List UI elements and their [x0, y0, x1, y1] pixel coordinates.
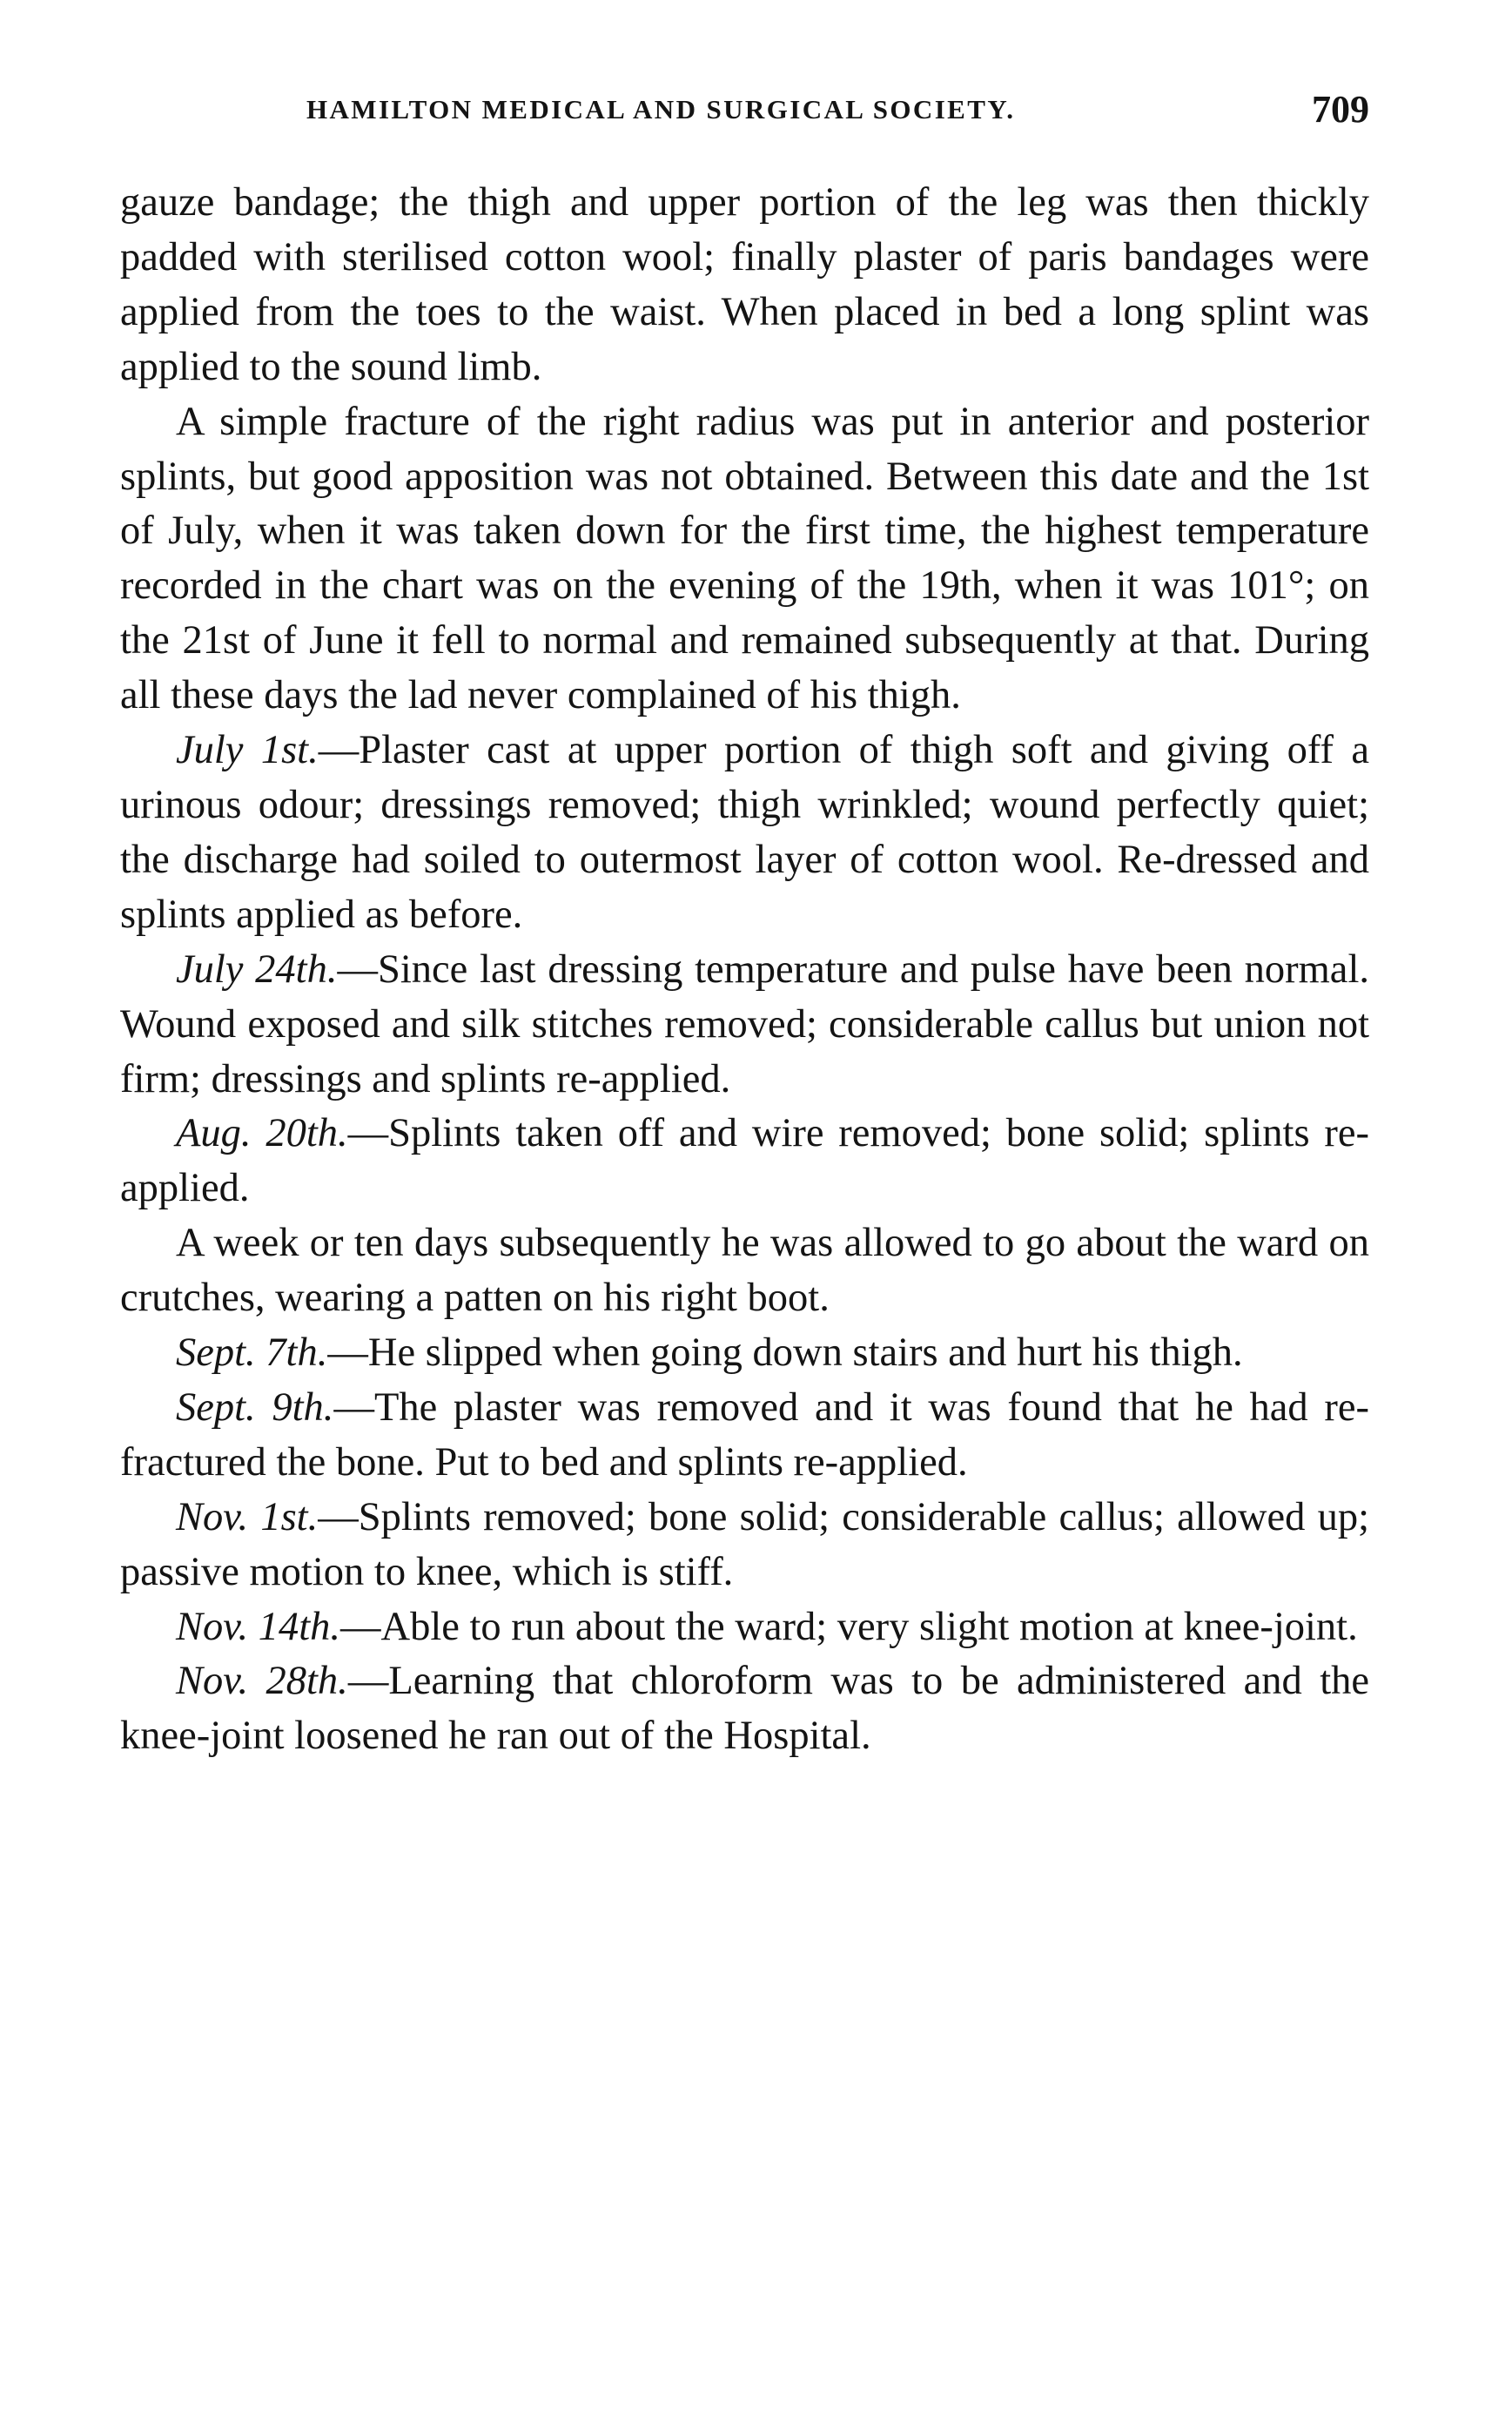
entry-text: —Able to run about the ward; very slight motion at knee-joint.: [340, 1604, 1358, 1649]
running-title: HAMILTON MEDICAL AND SURGICAL SOCIETY.: [306, 94, 1016, 125]
paragraph-crutches: [120, 1216, 1369, 1326]
body-text: [120, 176, 1369, 1764]
entry-aug-20: [120, 1107, 1369, 1216]
entry-july-1: [120, 724, 1369, 943]
paragraph-continuation: [120, 176, 1369, 395]
entry-nov-28: [120, 1654, 1369, 1764]
page-number: 709: [1312, 88, 1369, 131]
entry-nov-14: [120, 1600, 1369, 1655]
paragraph-text: gauze bandage; the thigh and upper portion of the leg was then thickly padded with sterilised cotton wool; finally plaster of paris bandages were applied from the toes to the waist. When placed in bed a long splint was applied to the sound limb.: [120, 180, 1369, 389]
entry-text: —Learning that chloroform was to be administered and the knee-joint loosened he ran out of the Hospital.: [120, 1659, 1369, 1759]
entry-sept-7: [120, 1326, 1369, 1381]
entry-text: —The plaster was removed and it was found that he had re-fractured the bone. Put to bed and splints re-applied.: [120, 1384, 1369, 1485]
paragraph-text: A simple fracture of the right radius was put in anterior and posterior splints, but good apposition was not obtained. Between this date and the 1st of July, when it was taken down for the first time, the highest temperature recorded in the chart was on the evening of the 19th, when it was 101°; on the 21st of June it fell to normal and remained subsequently at that. During all these days the lad never complained of his thigh.: [120, 399, 1369, 718]
entry-text: —Since last dressing temperature and pulse have been normal. Wound exposed and silk stitches removed; considerable callus but union not firm; dressings and splints re-applied.: [120, 946, 1369, 1101]
entry-date: Aug. 20th.: [176, 1111, 348, 1156]
entry-text: —He slipped when going down stairs and hurt his thigh.: [327, 1330, 1243, 1376]
entry-nov-1: [120, 1491, 1369, 1600]
entry-july-24: [120, 943, 1369, 1108]
running-header: [120, 88, 1369, 146]
entry-text: —Splints removed; bone solid; considerable callus; allowed up; passive motion to knee, which is stiff.: [120, 1494, 1369, 1594]
paragraph-text: A week or ten days subsequently he was allowed to go about the ward on crutches, wearing a patten on his right boot.: [120, 1221, 1369, 1321]
entry-date: Sept. 7th.: [176, 1330, 328, 1376]
entry-date: Nov. 28th.: [176, 1659, 348, 1704]
entry-sept-9: [120, 1381, 1369, 1491]
entry-date: Nov. 1st.: [176, 1494, 319, 1539]
entry-date: July 24th.: [176, 946, 338, 992]
entry-text: —Plaster cast at upper portion of thigh soft and giving off a urinous odour; dressings removed; thigh wrinkled; wound perfectly quiet; the discharge had soiled to outermost layer of cotton wool. Re-dressed and splints applied as before.: [120, 728, 1369, 937]
paragraph-radius-fracture: [120, 395, 1369, 724]
entry-text: —Splints taken off and wire removed; bone solid; splints re-applied.: [120, 1111, 1369, 1211]
entry-date: Sept. 9th.: [176, 1384, 334, 1430]
entry-date: July 1st.: [176, 728, 319, 773]
entry-date: Nov. 14th.: [176, 1604, 340, 1649]
